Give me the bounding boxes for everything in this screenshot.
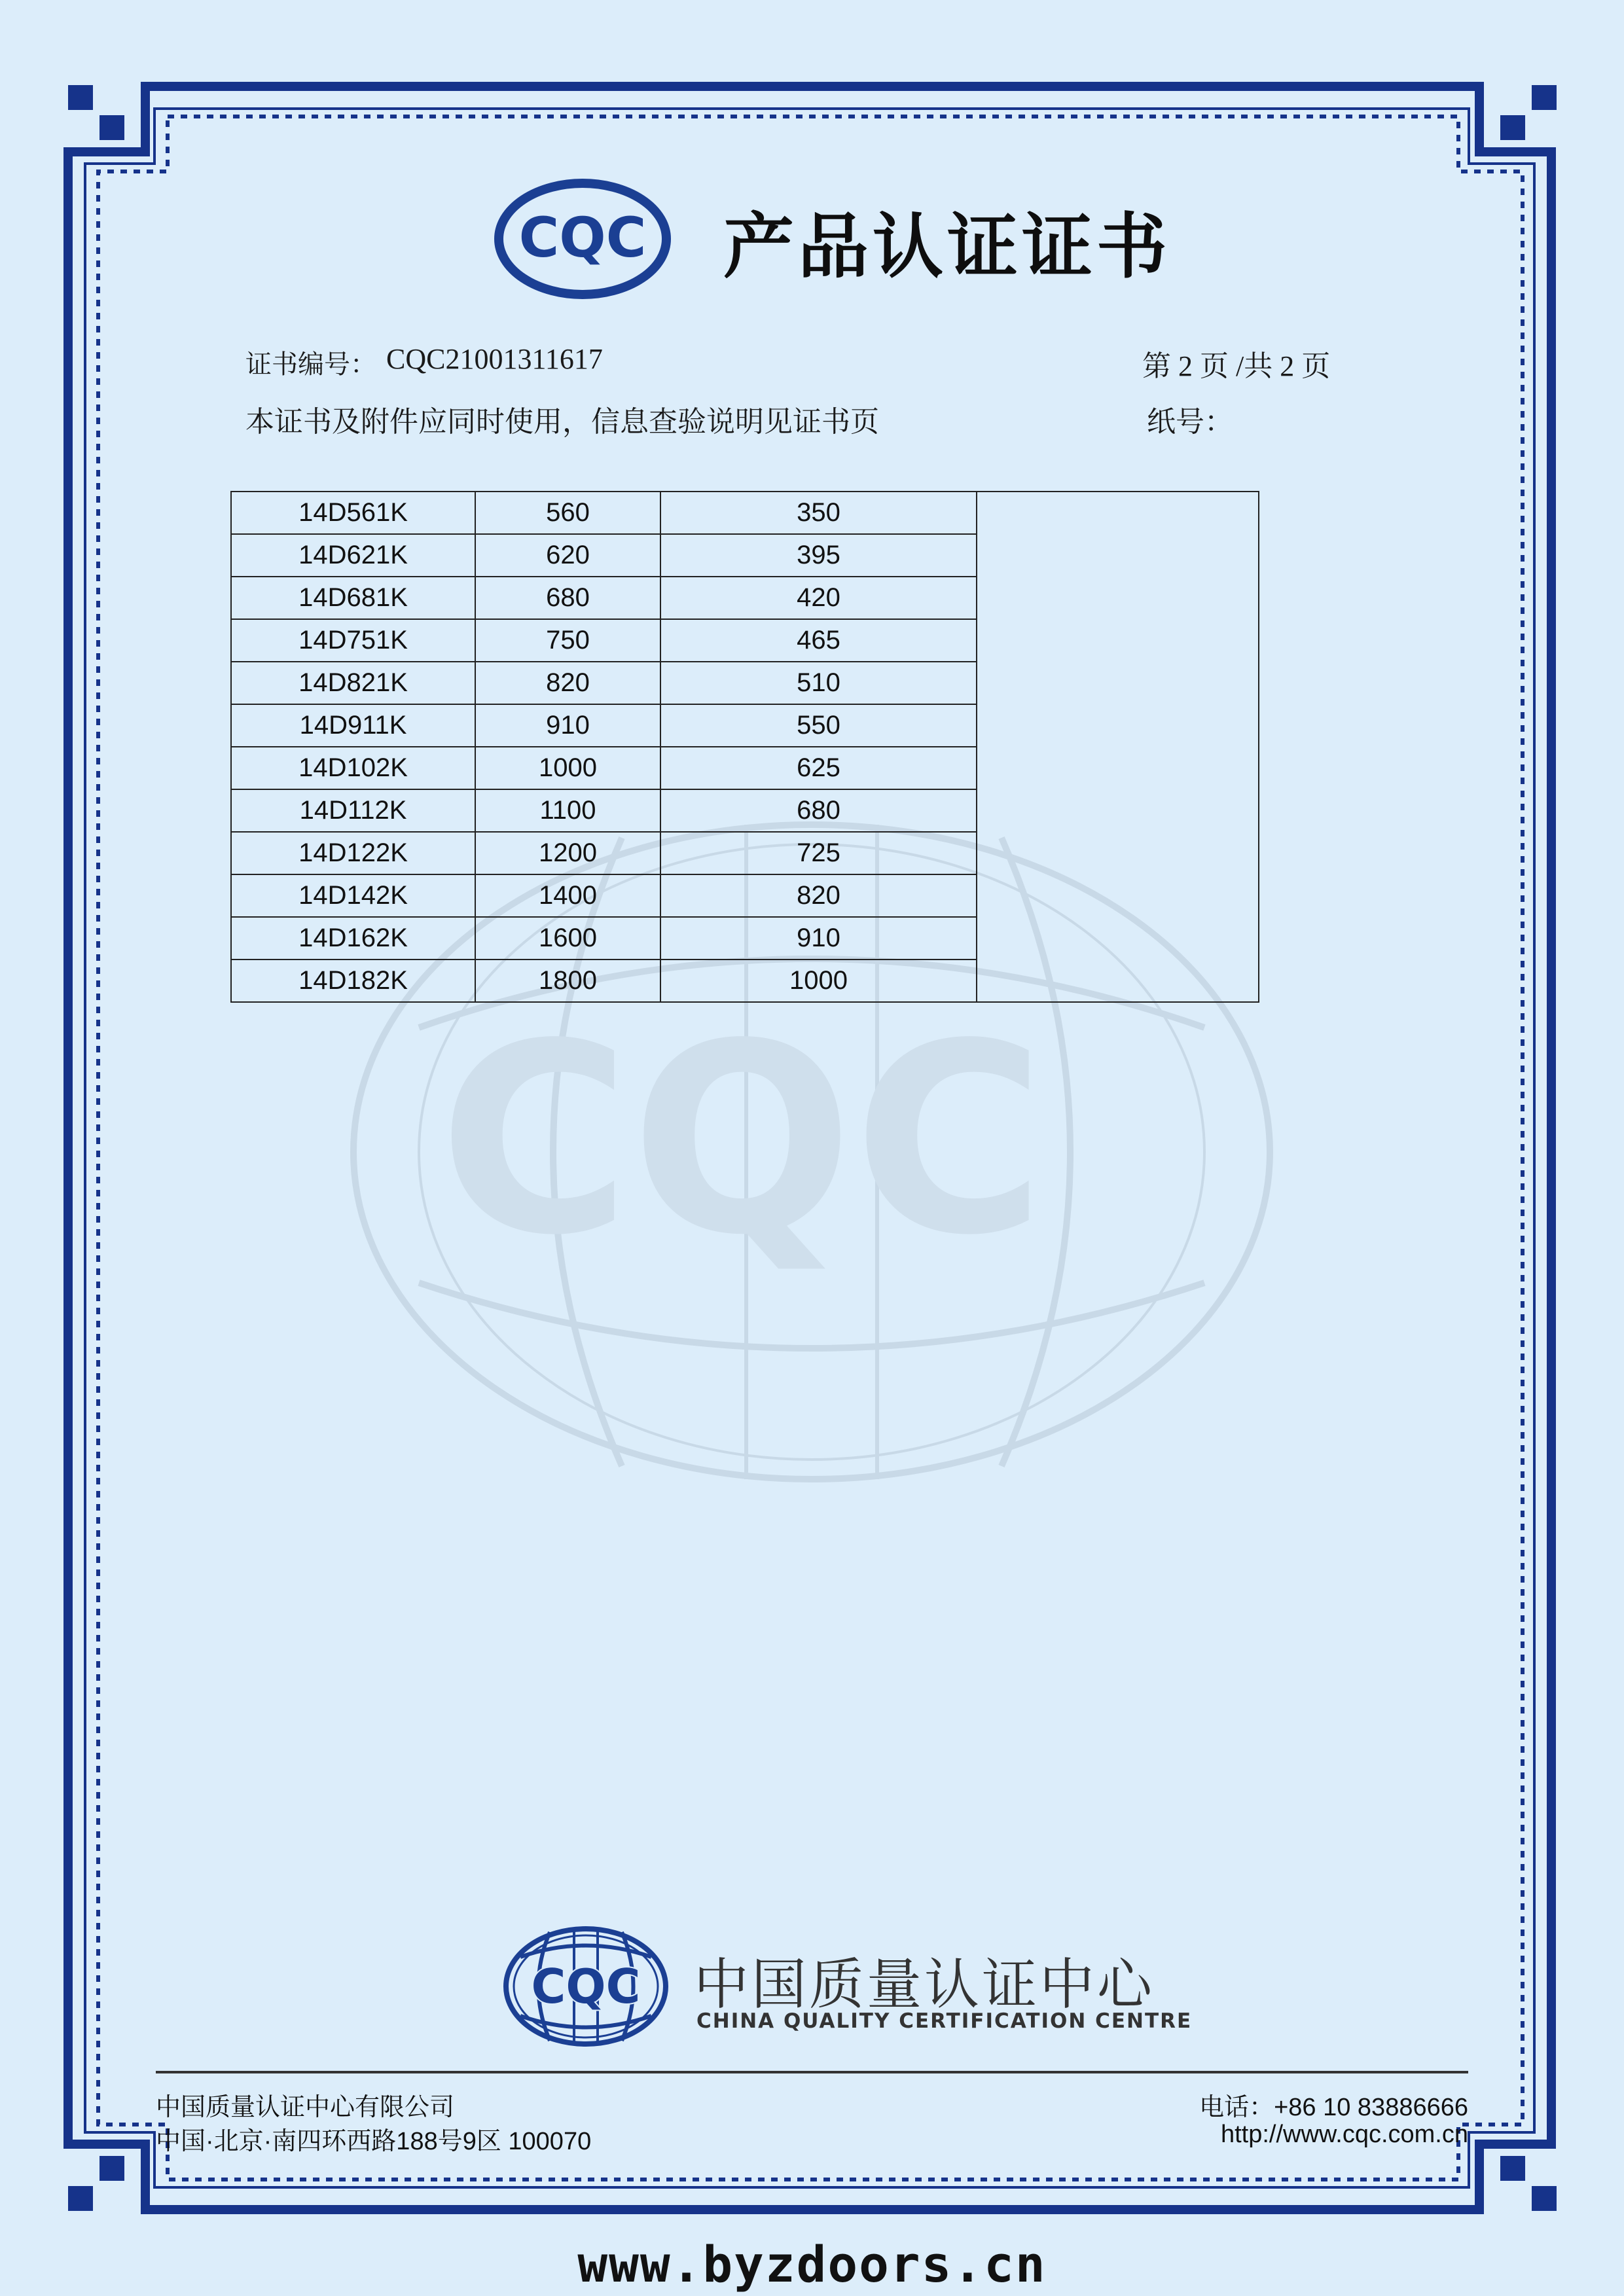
- value2-cell: 420: [660, 577, 977, 619]
- model-cell: 14D182K: [231, 960, 475, 1002]
- svg-text:CQC: CQC: [531, 1959, 641, 2014]
- site-watermark-url: www.byzdoors.cn: [577, 2235, 1047, 2293]
- model-cell: 14D621K: [231, 534, 475, 577]
- value2-cell: 625: [660, 747, 977, 789]
- phone-number: 电话：+86 10 83886666: [1199, 2094, 1468, 2121]
- value1-cell: 1400: [475, 874, 660, 917]
- value2-cell: 550: [660, 704, 977, 747]
- certificate-title: 产品认证证书: [723, 206, 1172, 288]
- company-address: 中国·北京·南四环西路188号9区 100070: [156, 2128, 592, 2155]
- value1-cell: 1200: [475, 832, 660, 874]
- value1-cell: 1000: [475, 747, 660, 789]
- value2-cell: 395: [660, 534, 977, 577]
- footer-divider: [156, 2071, 1468, 2073]
- value1-cell: 560: [475, 492, 660, 534]
- model-cell: 14D112K: [231, 789, 475, 832]
- value2-cell: 910: [660, 917, 977, 960]
- model-cell: 14D821K: [231, 662, 475, 704]
- product-model-table: [230, 491, 1259, 1003]
- company-name: 中国质量认证中心有限公司: [156, 2094, 455, 2121]
- organization-name-cn: 中国质量认证中心: [694, 1952, 1155, 2017]
- value2-cell: 725: [660, 832, 977, 874]
- value2-cell: 1000: [660, 960, 977, 1002]
- value1-cell: 1100: [475, 789, 660, 832]
- value2-cell: 465: [660, 619, 977, 662]
- svg-text:CQC: CQC: [439, 988, 1046, 1293]
- value1-cell: 680: [475, 577, 660, 619]
- value1-cell: 910: [475, 704, 660, 747]
- model-cell: 14D142K: [231, 874, 475, 917]
- model-cell: 14D911K: [231, 704, 475, 747]
- certificate-number-label: 证书编号：: [245, 350, 376, 380]
- value2-cell: 820: [660, 874, 977, 917]
- model-cell: 14D122K: [231, 832, 475, 874]
- model-cell: 14D681K: [231, 577, 475, 619]
- table-row: [231, 492, 1259, 534]
- svg-text:CQC: CQC: [518, 206, 647, 270]
- value1-cell: 750: [475, 619, 660, 662]
- certificate-number: CQC21001311617: [386, 343, 603, 375]
- value2-cell: 350: [660, 492, 977, 534]
- paper-number-label: 纸号：: [1147, 406, 1233, 438]
- cqc-globe-logo: [501, 1924, 671, 2049]
- value1-cell: 820: [475, 662, 660, 704]
- value2-cell: 510: [660, 662, 977, 704]
- model-cell: 14D751K: [231, 619, 475, 662]
- blank-merged-cell: [977, 492, 1259, 1002]
- value1-cell: 620: [475, 534, 660, 577]
- organization-name-en: CHINA QUALITY CERTIFICATION CENTRE: [696, 2009, 1193, 2033]
- cqc-logo: [491, 177, 674, 301]
- model-cell: 14D561K: [231, 492, 475, 534]
- model-cell: 14D162K: [231, 917, 475, 960]
- model-cell: 14D102K: [231, 747, 475, 789]
- value1-cell: 1600: [475, 917, 660, 960]
- value1-cell: 1800: [475, 960, 660, 1002]
- value2-cell: 680: [660, 789, 977, 832]
- page-indicator: 第 2 页 /共 2 页: [1142, 350, 1331, 382]
- website-link[interactable]: http://www.cqc.com.cn: [1220, 2121, 1468, 2148]
- usage-note: 本证书及附件应同时使用，信息查验说明见证书页: [245, 406, 879, 438]
